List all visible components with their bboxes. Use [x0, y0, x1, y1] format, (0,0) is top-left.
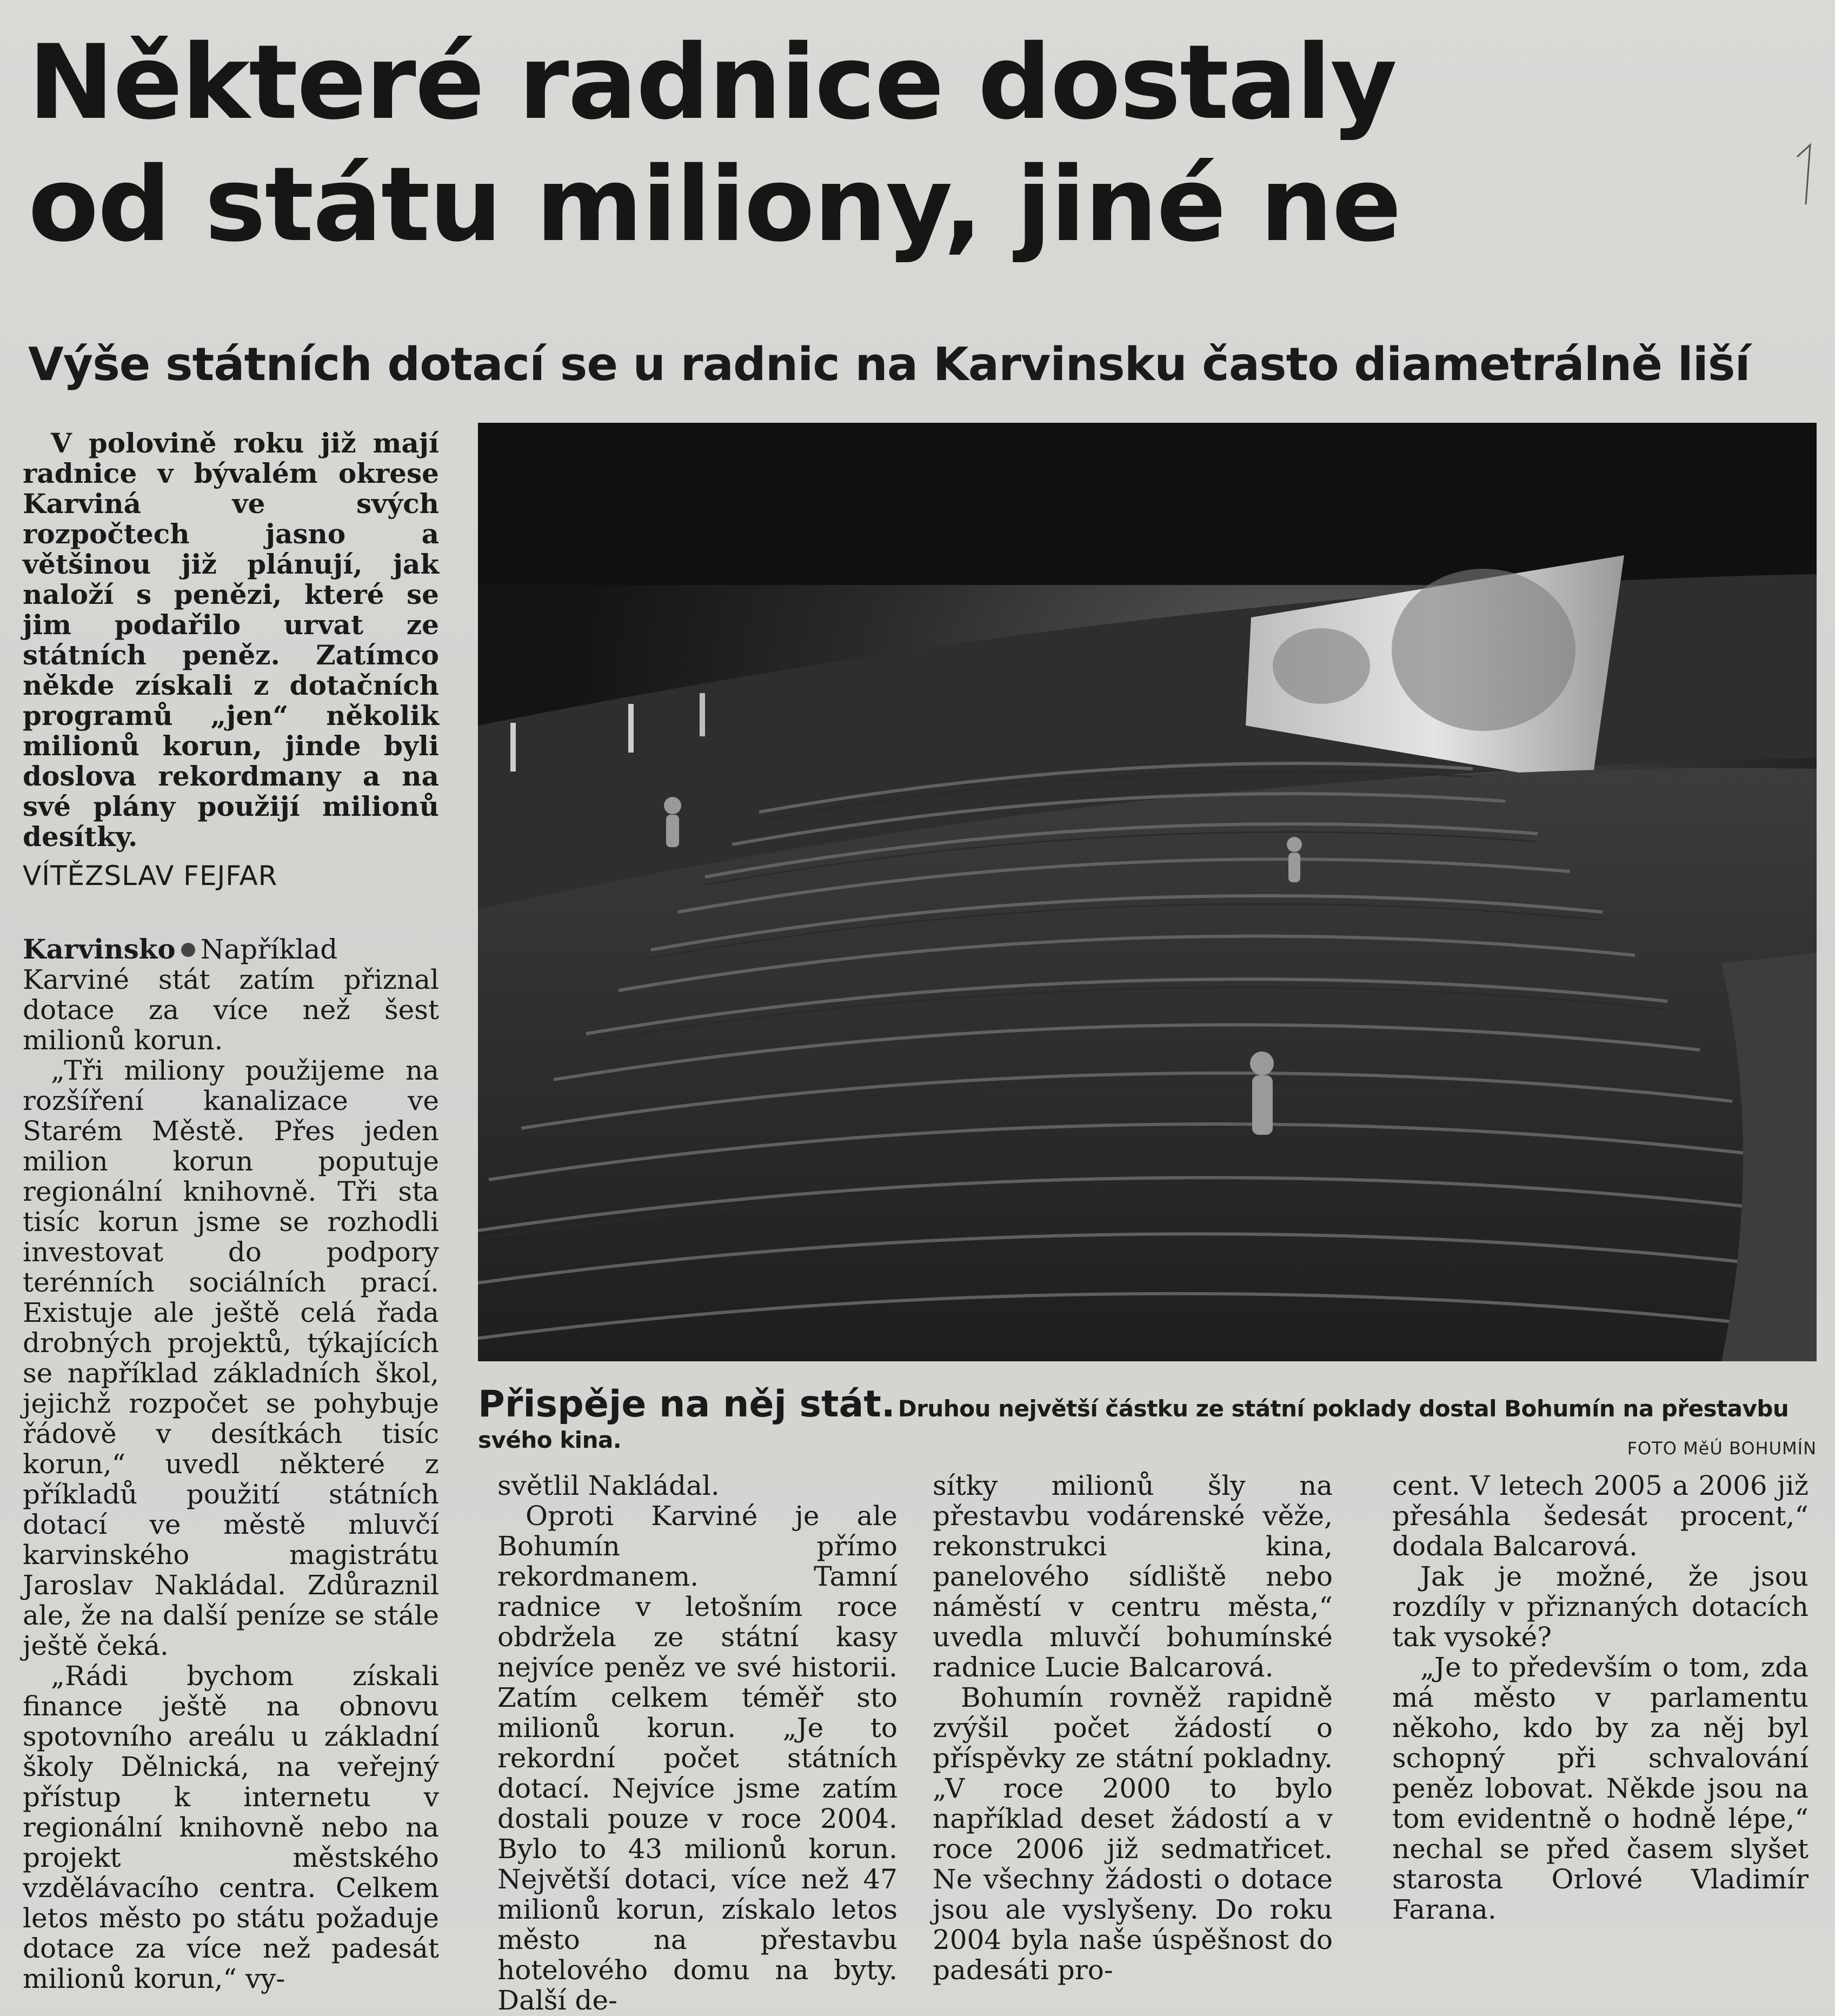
lead-paragraph: V polovině roku již mají radnice v bývalém okrese Karviná ve svých rozpočtech jasno a většinou již plánují, jak naloží s penězi, které se jim podařilo urvat ze státních peněz. Zatímco někde získali z dotačních programů „jen“ několik milionů korun, jinde byli doslova rekordmany a na své plány použijí milionů desítky. — [23, 427, 439, 853]
body-paragraph: „Rádi bychom získali finance ještě na obnovu spotovního areálu u základní školy Dělnická, na veřejný přístup k internetu v regionální knihovně nebo na projekt městského vzdělávacího centra. Celkem letos město po státu požaduje dotace za více než padesát milionů korun,“ vy- — [23, 1660, 439, 1994]
body-paragraph: „Je to především o tom, zda má město v parlamentu někoho, kdo by za něj byl schopný při schvalování peněz lobovat. Někde jsou na tom evidentně o hodně lépe,“ nechal se před časem slyšet starosta Orlové Vladimír Farana. — [1392, 1652, 1809, 1925]
photo-credit: FOTO MěÚ BOHUMÍN — [1627, 1438, 1817, 1459]
body-column-1 — [23, 934, 439, 1994]
body-paragraph: Oproti Karviné je ale Bohumín přímo rekordmanem. Tamní radnice v letošním roce obdržela ze státní kasy nejvíce peněz ve své historii. Zatím celkem téměř sto milionů korun. „Je to rekordní počet státních dotací. Nejvíce jsme zatím dostali pouze v roce 2004. Bylo to 43 milionů korun. Největší dotaci, více než 47 milionů korun, získalo letos město na přestavbu hotelového domu na byty. Další de- — [497, 1500, 897, 2016]
lead-column — [23, 428, 439, 852]
body-paragraph: světlil Nakládal. — [497, 1470, 720, 1501]
body-paragraph: sítky milionů šly na přestavbu vodárenské věže, rekonstrukci kina, panelového sídliště nebo náměstí v centru města,“ uvedla mluvčí bohumínské radnice Lucie Balcarová. — [933, 1470, 1333, 1683]
bullet-separator — [181, 943, 195, 957]
pencil-mark — [1794, 141, 1816, 205]
body-paragraph: „Tři miliony použijeme na rozšíření kanalizace ve Starém Městě. Přes jeden milion korun poputuje regionální knihovně. Tři sta tisíc korun jsme se rozhodli investovat do podpory terénních sociálních prací. Existuje ale ještě celá řada drobných projektů, týkajících se například základních škol, jejichž rozpočet se pohybuje řádově v desítkách tisíc korun,“ uvedl některé z příkladů použití státních dotací ve městě mluvčí karvinského magistrátu Jaroslav Nakládal. Zdůraznil ale, že na další peníze se stále ještě čeká. — [23, 1055, 439, 1661]
body-column-2 — [497, 1471, 897, 2015]
cinema-photo — [478, 423, 1817, 1361]
headline — [28, 22, 1812, 266]
author-byline: VÍTĚZSLAV FEJFAR — [23, 860, 278, 891]
subheadline: Výše státních dotací se u radnic na Karvinsku často diametrálně liší — [28, 338, 1750, 391]
body-column-3 — [933, 1471, 1333, 1985]
body-paragraph: Bohumín rovněž rapidně zvýšil počet žádostí o příspěvky ze státní pokladny. „V roce 2000 to bylo například deset žádostí a v roce 2006 již sedmatřicet. Ne všechny žádosti o dotace jsou ale vyslyšeny. Do roku 2004 byla naše úspěšnost do padesáti pro- — [933, 1682, 1333, 1986]
photo-caption — [478, 1385, 1817, 1456]
dateline: Karvinsko — [23, 933, 176, 965]
body-paragraph: cent. V letech 2005 a 2006 již přesáhla šedesát procent,“ dodala Balcarová. — [1392, 1470, 1809, 1562]
body-column-4 — [1392, 1471, 1809, 1925]
headline-line-2: od státu miliony, jiné ne — [28, 145, 1401, 264]
caption-title: Přispěje na něj stát. — [478, 1383, 895, 1426]
cinema-auditorium-image — [478, 423, 1817, 1361]
body-paragraph: Jak je možné, že jsou rozdíly v přiznaných dotacích tak vysoké? — [1392, 1561, 1809, 1653]
body-paragraph: Například Karviné stát zatím přiznal dotace za více než šest milionů korun. — [23, 934, 439, 1056]
caption-text: Druhou největší částku ze státní poklady dostal Bohumín na přestavbu svého kina. — [478, 1395, 1789, 1453]
headline-line-1: Některé radnice dostaly — [28, 23, 1397, 142]
opening-paragraph — [23, 934, 439, 1055]
